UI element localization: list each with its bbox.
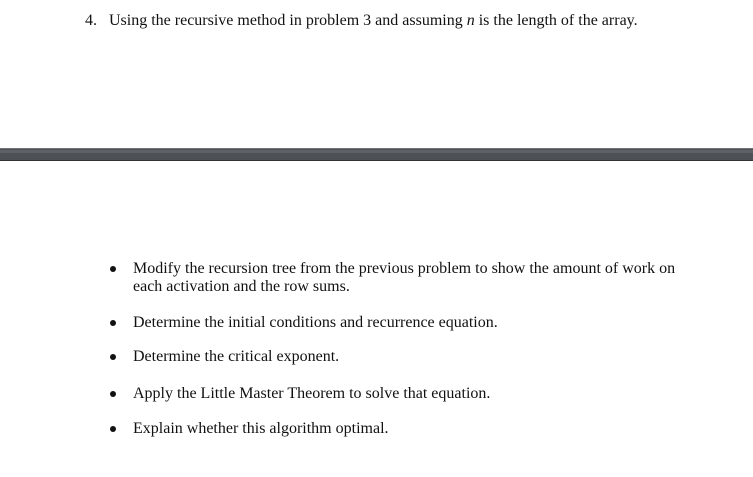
page-divider	[0, 148, 753, 161]
bullet-icon	[110, 426, 116, 432]
page-top-section	[0, 0, 753, 148]
bullet-icon	[110, 266, 116, 272]
bullet-icon	[110, 320, 116, 326]
problem-variable: n	[466, 12, 475, 29]
task-text: Apply the Little Master Theorem to solve that equation.	[133, 385, 491, 402]
task-text: Determine the initial conditions and recurrence equation.	[133, 314, 498, 331]
problem-number: 4.	[85, 12, 97, 29]
bullet-icon	[110, 391, 116, 397]
task-item	[110, 420, 710, 438]
task-item	[110, 314, 710, 332]
task-text: Determine the critical exponent.	[133, 348, 340, 365]
task-item	[110, 348, 710, 366]
bullet-icon	[110, 354, 116, 360]
problem-statement	[85, 10, 735, 32]
problem-text-after: is the length of the array.	[474, 12, 638, 29]
task-item	[110, 260, 710, 296]
task-list	[110, 260, 710, 438]
task-text-line2: each activation and the row sums.	[133, 278, 350, 295]
task-text-line1: Modify the recursion tree from the previous problem to show the amount of work on	[133, 260, 676, 277]
task-text: Explain whether this algorithm optimal.	[133, 420, 389, 437]
divider-highlight	[0, 150, 753, 153]
task-item	[110, 385, 710, 403]
problem-text-before: Using the recursive method in problem 3 and assuming	[109, 12, 467, 29]
